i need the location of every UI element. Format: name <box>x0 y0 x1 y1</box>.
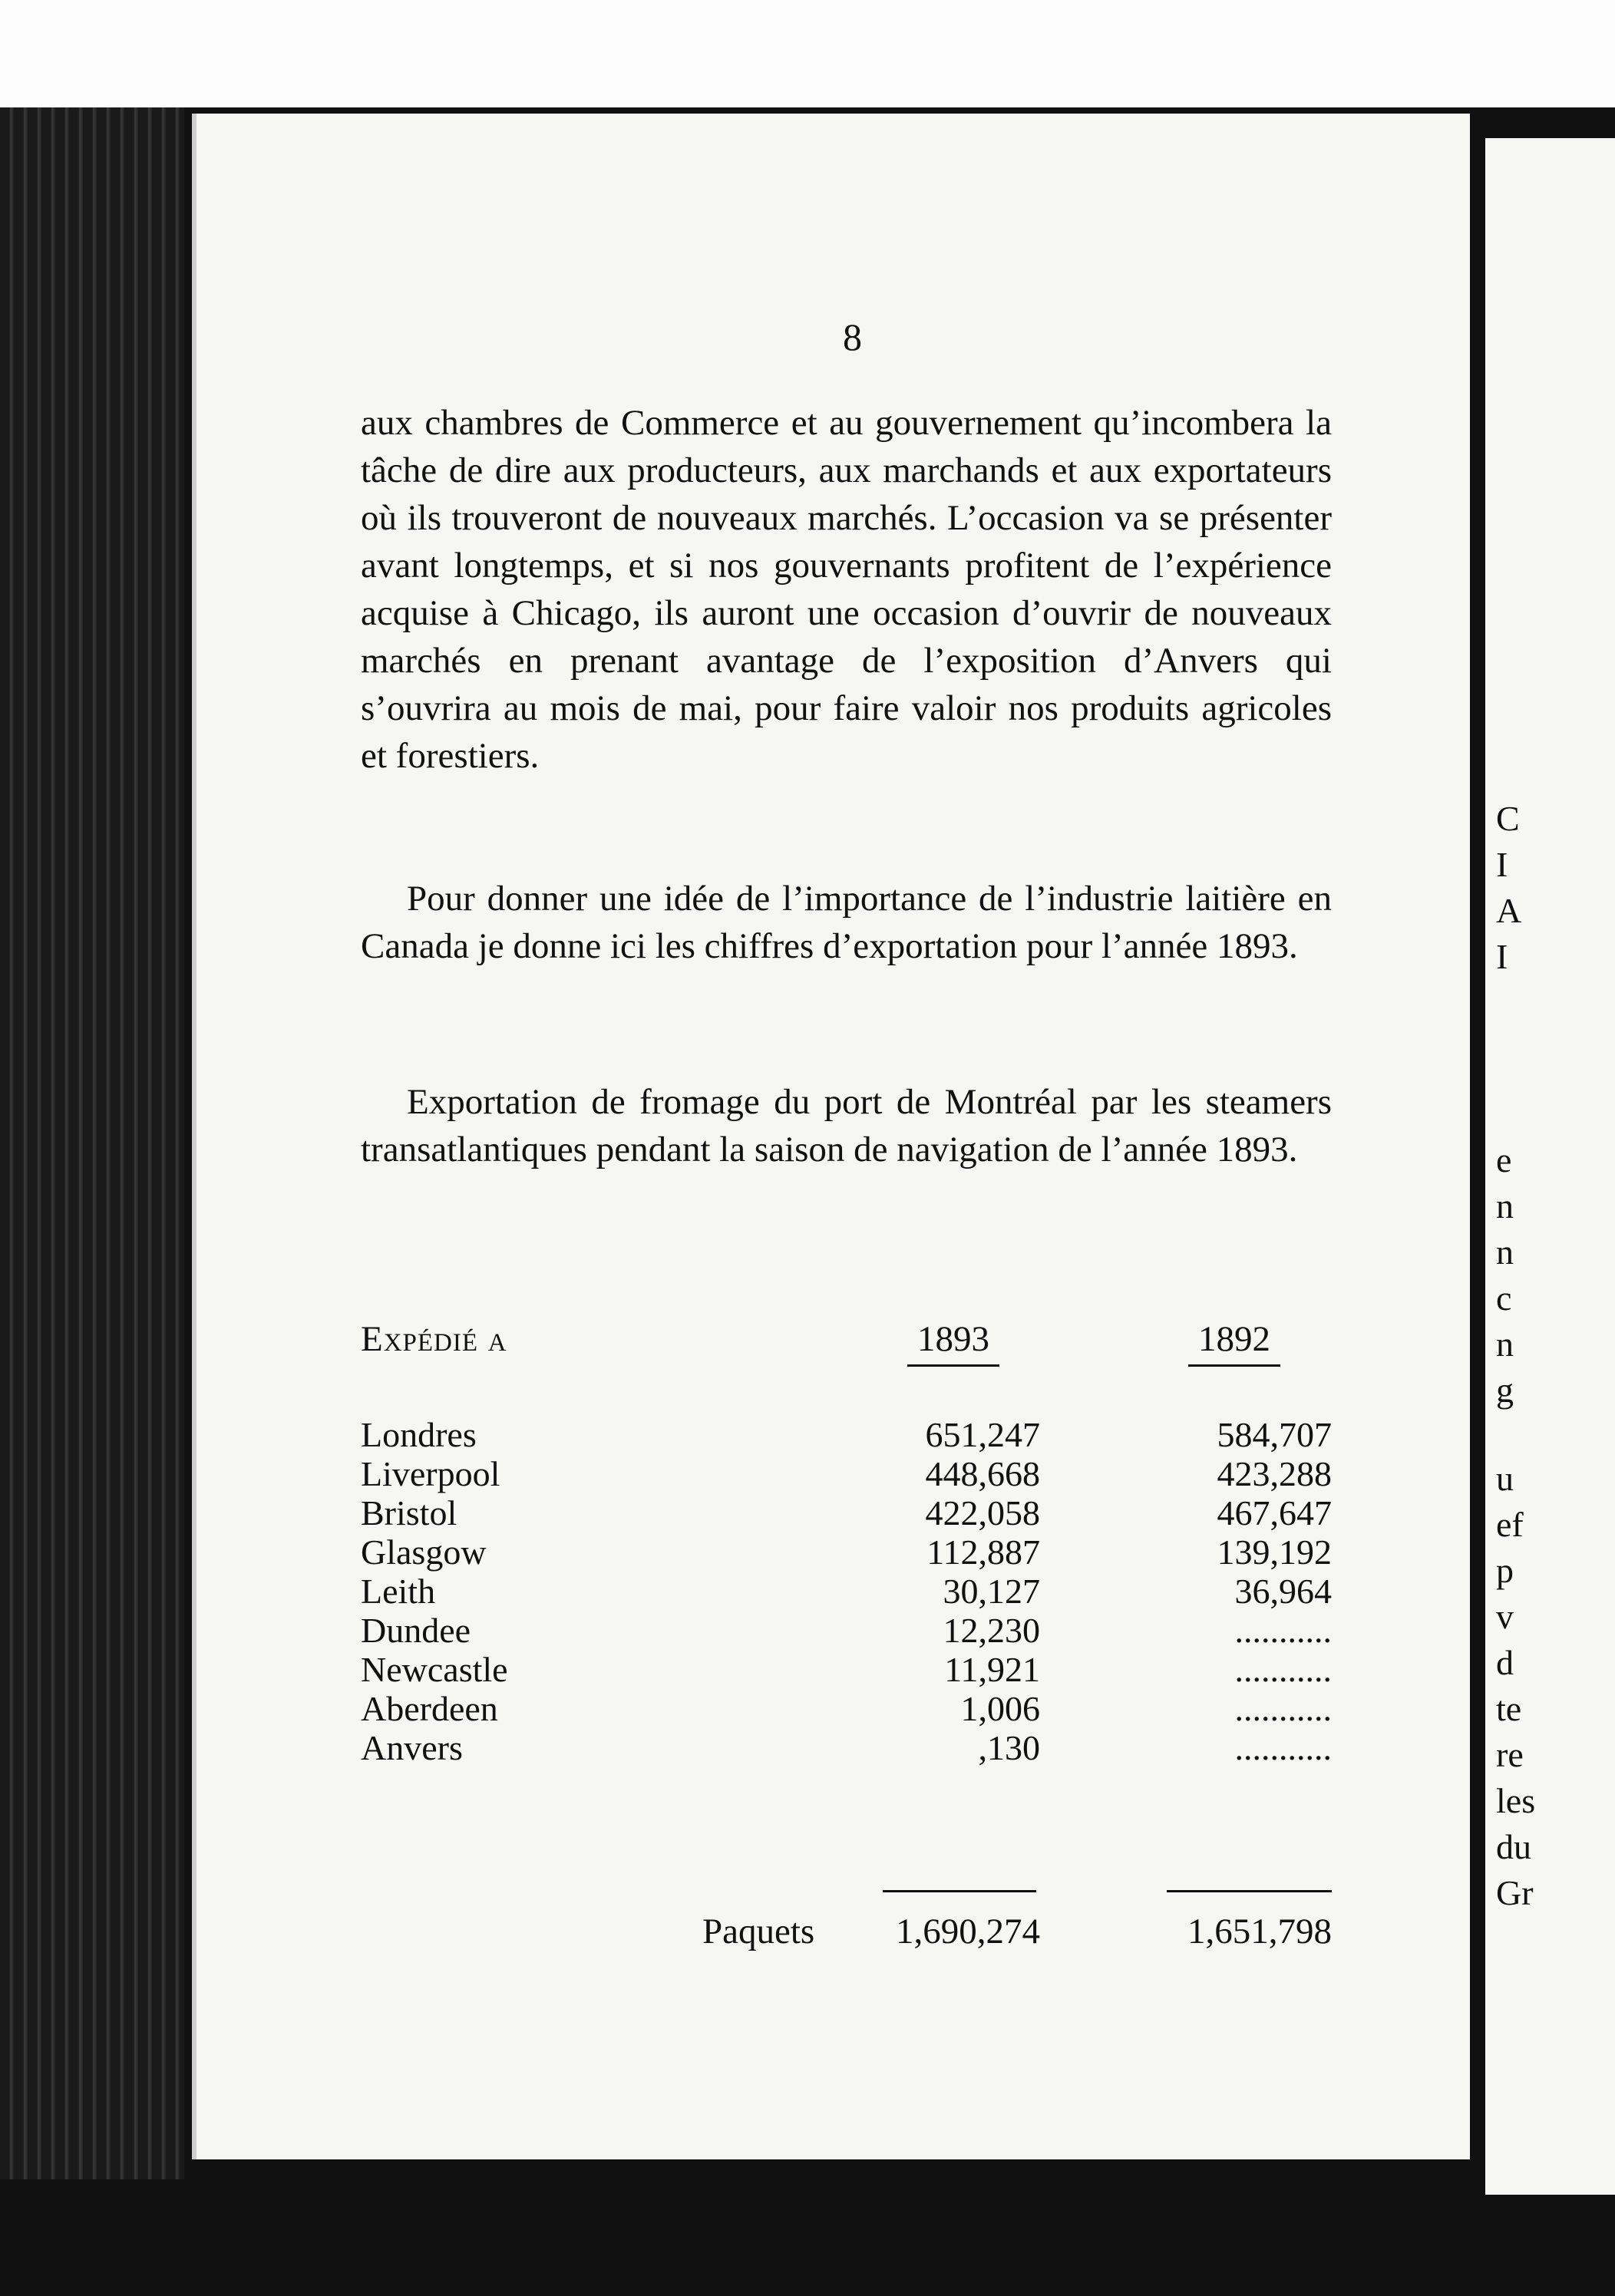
totals-row <box>361 1911 1332 1957</box>
facing-page-edge <box>1485 138 1615 2195</box>
table-row <box>361 1727 1332 1767</box>
table-row <box>361 1532 1332 1571</box>
destination-cell: Dundee <box>361 1611 471 1650</box>
paragraph-2: Pour donner une idée de l’importance de l’industrie laitière en Canada je donne ici les chiffres d’exportation pour l’année 1893. <box>361 879 1332 966</box>
destination-cell: Liverpool <box>361 1454 500 1493</box>
value-1893-cell: 11,921 <box>944 1650 1040 1689</box>
value-1893-cell: 30,127 <box>943 1572 1040 1611</box>
table-row <box>361 1453 1332 1493</box>
destination-cell: Newcastle <box>361 1650 508 1689</box>
paragraph-1: aux chambres de Commerce et au gouvernement qu’incombera la tâche de dire aux producteurs, aux marchands et aux exportateurs où ils trouveront de nouveaux marchés. L’occasion va se présenter avant longtemps, et si nos gouvernants profitent de l’expérience acquise à Chicago, ils auront une occasion d’ouvrir de nouveaux marchés en prenant avantage de l’exposition d’Anvers qui s’ouvrira au mois de mai, pour faire valoir nos produits agricoles et forestiers. <box>361 403 1332 776</box>
value-1892-cell: ........... <box>1234 1689 1332 1728</box>
value-1893-cell: 112,887 <box>926 1532 1040 1572</box>
page-number: 8 <box>843 315 862 358</box>
facing-fragment: Gr <box>1496 1873 1534 1912</box>
value-1893-cell: ,130 <box>978 1728 1040 1767</box>
table-row <box>361 1414 1332 1453</box>
destination-cell: Anvers <box>361 1728 463 1767</box>
value-1892-cell: ........... <box>1234 1728 1332 1767</box>
value-1892-cell: ........... <box>1234 1611 1332 1650</box>
table-row <box>361 1688 1332 1727</box>
destination-cell: Londres <box>361 1415 477 1454</box>
table-row <box>361 1649 1332 1688</box>
value-1892-cell: 139,192 <box>1217 1532 1332 1572</box>
total-rule-1893 <box>883 1890 1036 1892</box>
facing-fragment: I <box>1496 937 1508 976</box>
facing-fragment: I <box>1496 845 1508 884</box>
book-page-edges <box>0 107 184 2179</box>
facing-fragment: re <box>1496 1735 1524 1774</box>
facing-fragment: ef <box>1496 1505 1524 1544</box>
value-1892-cell: 36,964 <box>1234 1572 1332 1611</box>
header-year-1892: 1892 <box>1188 1318 1280 1367</box>
facing-fragment: te <box>1496 1689 1522 1728</box>
scan-top-margin <box>0 0 1615 107</box>
table-header <box>361 1318 1332 1372</box>
destination-cell: Bristol <box>361 1493 457 1532</box>
value-1892-cell: 584,707 <box>1217 1415 1332 1454</box>
facing-fragment: e <box>1496 1140 1512 1179</box>
value-1893-cell: 422,058 <box>925 1493 1040 1532</box>
value-1893-cell: 448,668 <box>925 1454 1040 1493</box>
export-table-body <box>361 1414 1332 1767</box>
facing-fragment: g <box>1496 1371 1514 1410</box>
value-1892-cell: 467,647 <box>1217 1493 1332 1532</box>
destination-cell: Glasgow <box>361 1532 487 1572</box>
value-1892-cell: ........... <box>1234 1650 1332 1689</box>
table-row <box>361 1493 1332 1532</box>
total-label: Paquets <box>702 1912 815 1951</box>
total-rule-1892 <box>1167 1890 1332 1892</box>
facing-fragment: du <box>1496 1827 1531 1866</box>
facing-fragment: p <box>1496 1551 1514 1590</box>
facing-fragment: n <box>1496 1324 1514 1364</box>
header-destination: Expédié a <box>361 1319 507 1359</box>
paragraph-3: Exportation de fromage du port de Montréal par les steamers transatlantiques pendant la saison de navigation de l’année 1893. <box>361 1082 1332 1169</box>
destination-cell: Leith <box>361 1572 436 1611</box>
facing-fragment: n <box>1496 1232 1514 1272</box>
total-1893: 1,690,274 <box>896 1912 1040 1951</box>
header-year-1893: 1893 <box>907 1318 999 1367</box>
facing-fragment: v <box>1496 1597 1514 1636</box>
total-1892: 1,651,798 <box>1187 1912 1332 1951</box>
facing-fragment: n <box>1496 1186 1514 1226</box>
facing-fragment: A <box>1496 891 1522 930</box>
facing-fragment: d <box>1496 1643 1514 1682</box>
value-1893-cell: 1,006 <box>960 1689 1040 1728</box>
destination-cell: Aberdeen <box>361 1689 498 1728</box>
value-1893-cell: 651,247 <box>925 1415 1040 1454</box>
table-row <box>361 1610 1332 1649</box>
table-row <box>361 1571 1332 1610</box>
facing-fragment: c <box>1496 1278 1512 1318</box>
value-1893-cell: 12,230 <box>943 1611 1040 1650</box>
value-1892-cell: 423,288 <box>1217 1454 1332 1493</box>
facing-fragment: les <box>1496 1781 1536 1820</box>
facing-fragment: u <box>1496 1459 1514 1498</box>
facing-fragment: C <box>1496 799 1520 838</box>
